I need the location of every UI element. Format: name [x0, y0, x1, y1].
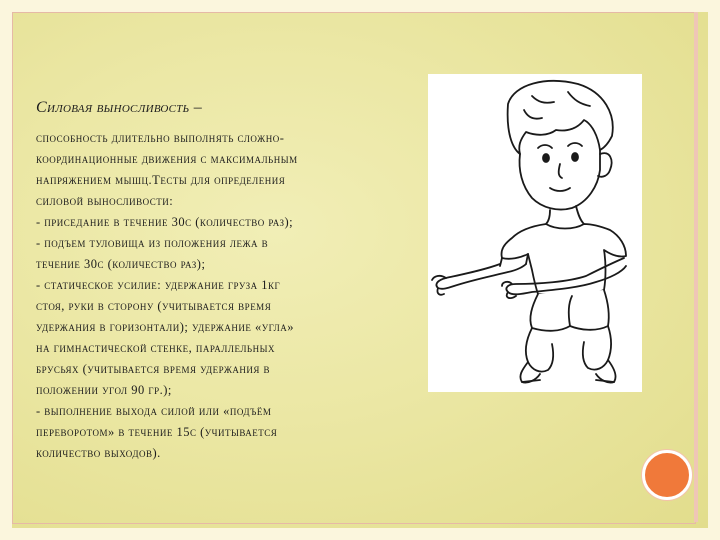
body-line: положении угол 90 гр.); [36, 383, 172, 397]
body-line: переворотом» в течение 15с (учитывается [36, 425, 278, 439]
body-line: на гимнастической стенке, параллельных [36, 341, 275, 355]
accent-line [694, 12, 698, 522]
body-line: - подъем туловища из положения лежа в [36, 236, 269, 250]
body-line: способность длительно выполнять сложно- [36, 131, 285, 145]
body-line: удержания в горизонтали); удержание «угла» [36, 320, 294, 334]
body-line: брусьях (учитывается время удержания в [36, 362, 271, 376]
body-line: - статическое усилие: удержание груза 1кг [36, 278, 281, 292]
body-line: количество выходов). [36, 446, 161, 460]
body-line: координационные движения с максимальным [36, 152, 298, 166]
decorative-circle [642, 450, 692, 500]
body-text [36, 128, 426, 464]
body-line: напряжением мышц.Тесты для определения [36, 173, 286, 187]
slide-heading [36, 99, 416, 117]
heading-dash: – [189, 99, 203, 116]
body-line: - приседание в течение 30с (количество раз); [36, 215, 294, 229]
body-line: течение 30с (количество раз); [36, 257, 206, 271]
heading-title: Силовая выносливость [36, 99, 190, 116]
body-line: - выполнение выхода силой или «подъём [36, 404, 272, 418]
body-line: стоя, руки в сторону (учитывается время [36, 299, 272, 313]
squatting-boy-drawing-icon [428, 74, 642, 392]
body-line: силовой выносливости: [36, 194, 174, 208]
